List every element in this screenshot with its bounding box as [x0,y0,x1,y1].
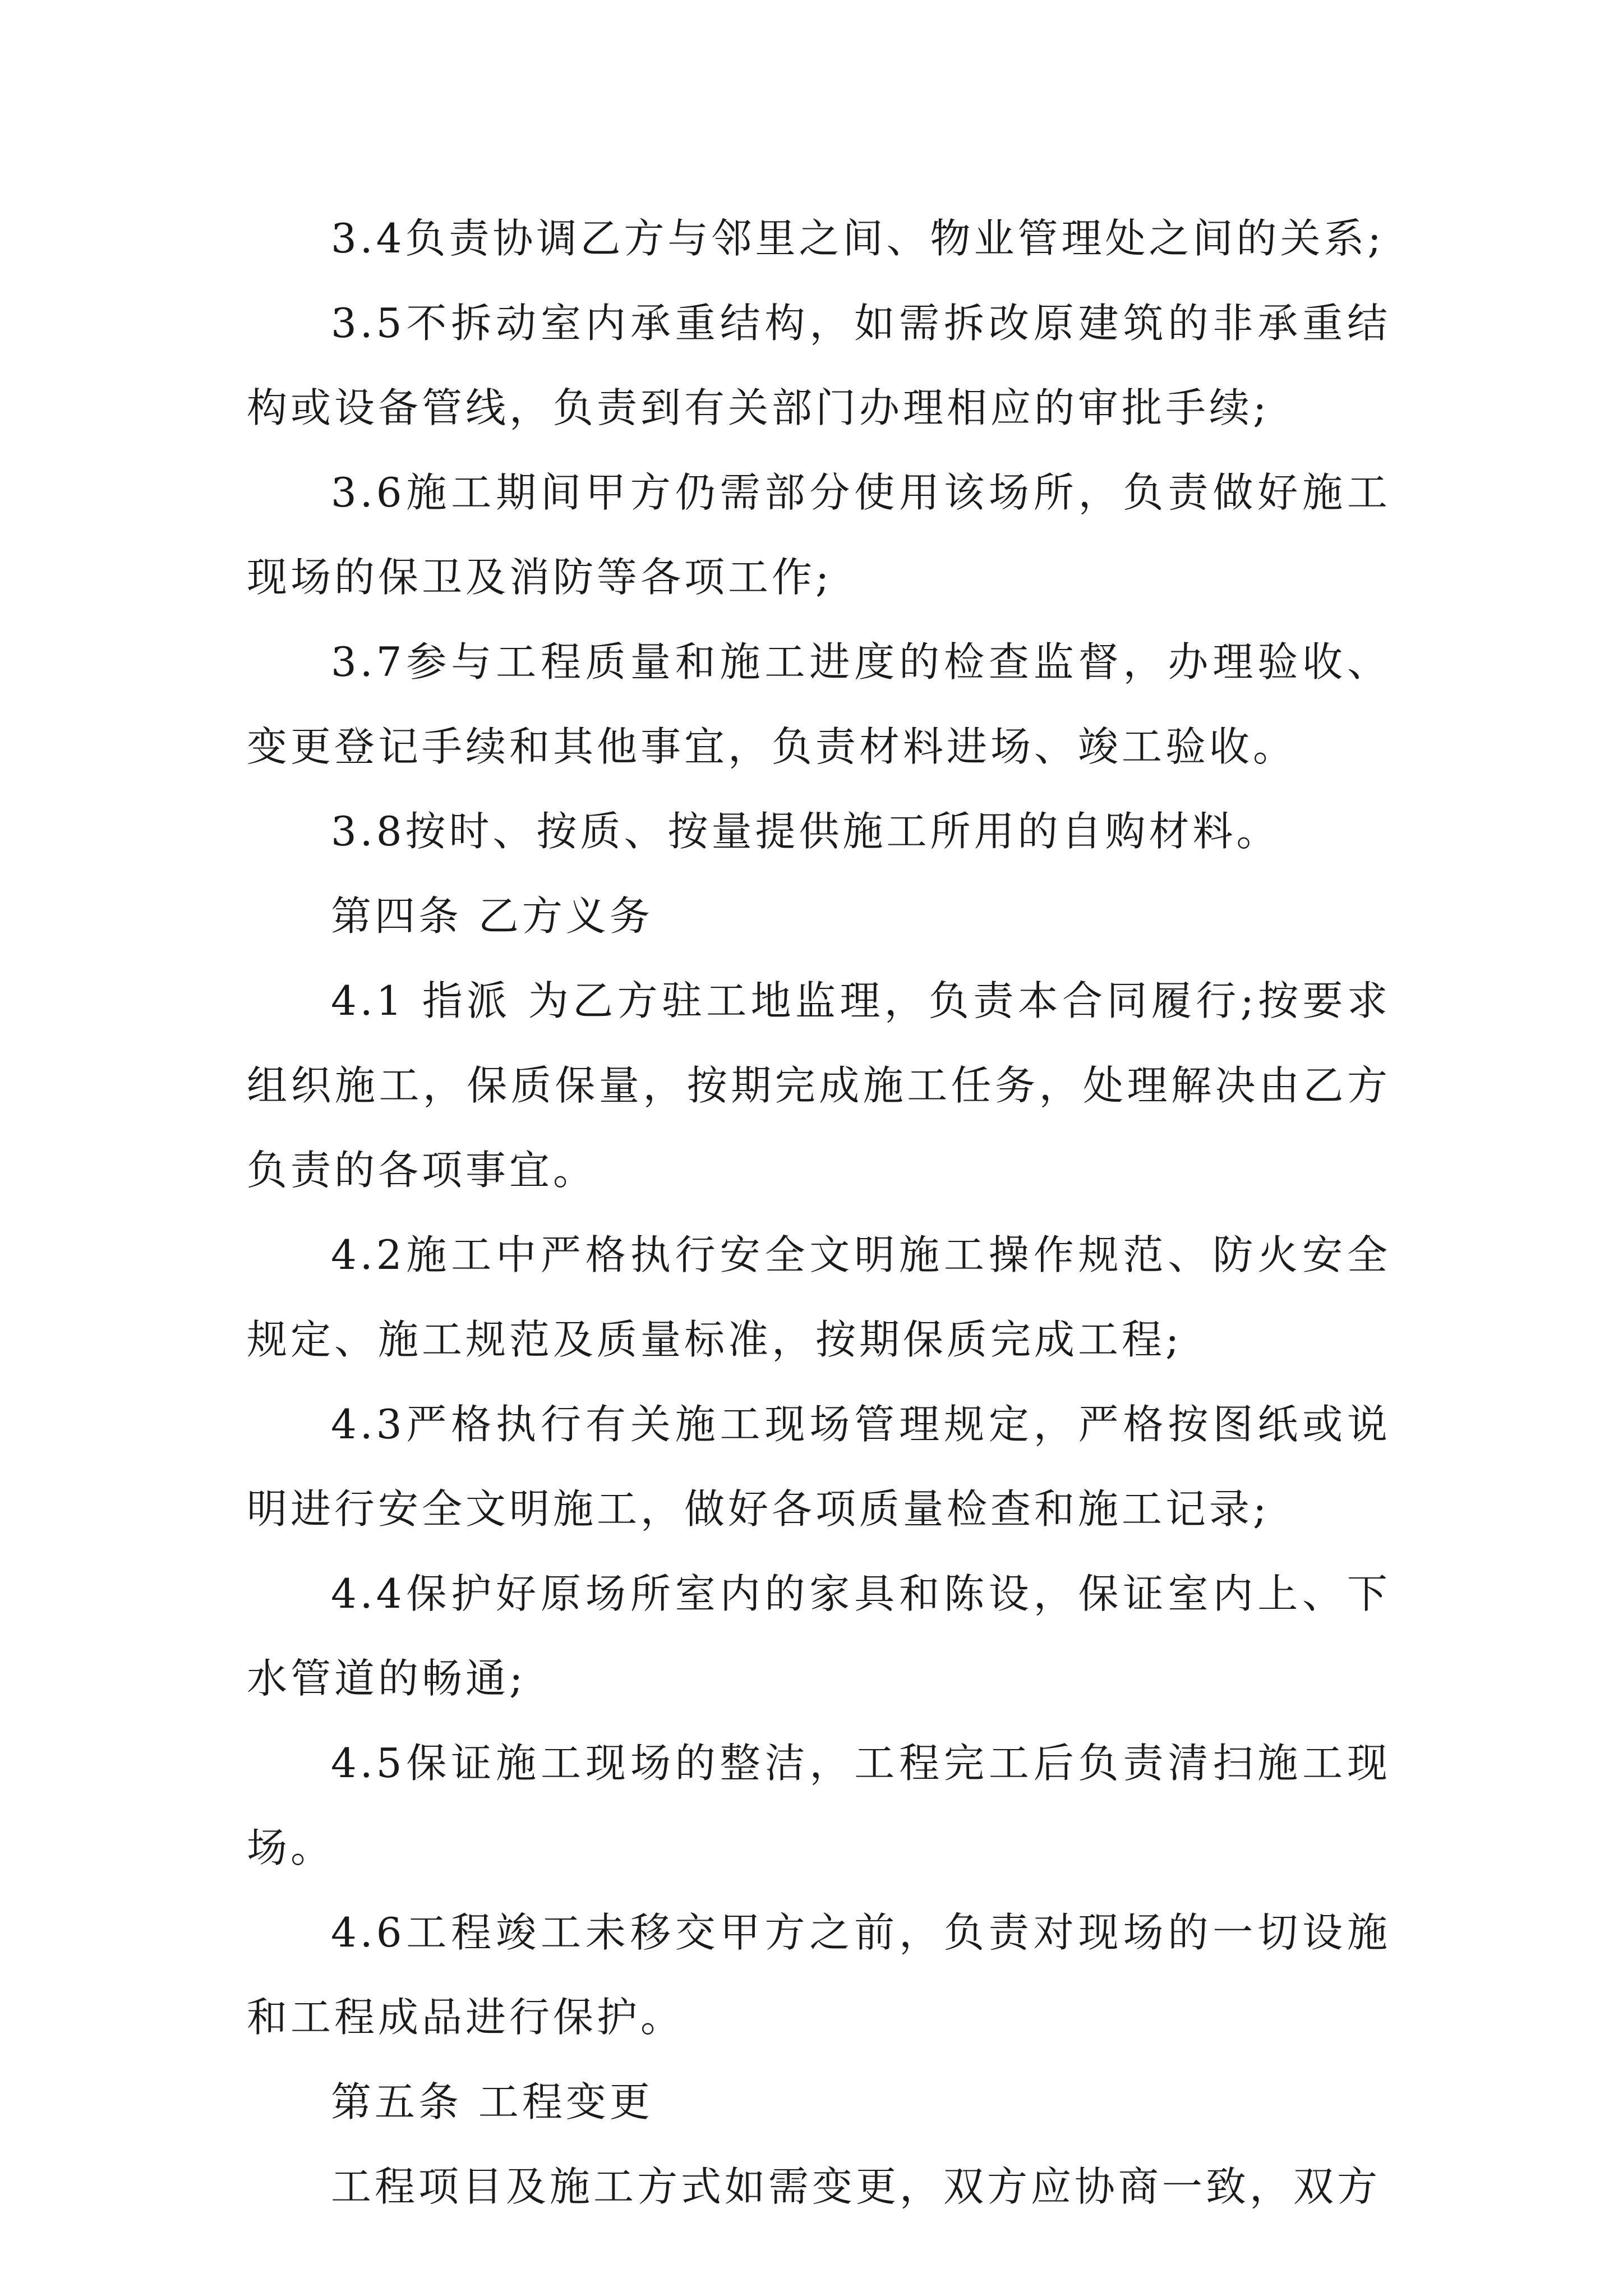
clause-4-5: 4.5保证施工现场的整洁，工程完工后负责清扫施工现场。 [247,1740,1391,1871]
clause-4-6: 4.6工程竣工未移交甲方之前，负责对现场的一切设施和工程成品进行保护。 [247,1909,1391,2041]
document-body [247,196,1391,2229]
clause-4-4: 4.4保护好原场所室内的家具和陈设，保证室内上、下水管道的畅通; [247,1570,1391,1702]
clause-3-8: 3.8按时、按质、按量提供施工所用的自购材料。 [331,808,1280,855]
clause-3-7: 3.7参与工程质量和施工进度的检查监督，办理验收、变更登记手续和其他事宜，负责材料进场、竣工验收。 [247,638,1391,770]
clause-3-4: 3.4负责协调乙方与邻里之间、物业管理处之间的关系; [331,215,1385,262]
clause-3-5: 3.5不拆动室内承重结构，如需拆改原建筑的非承重结构或设备管线，负责到有关部门办理相应的审批手续; [247,300,1391,431]
clause-4-1: 4.1 指派 为乙方驻工地监理，负责本合同履行;按要求组织施工，保质保量，按期完成施工任务，处理解决由乙方负责的各项事宜。 [247,977,1391,1194]
article-5-text: 工程项目及施工方式如需变更，双方应协商一致，双方 [331,2163,1381,2210]
article-5-heading: 第五条 工程变更 [331,2078,653,2125]
clause-3-6: 3.6施工期间甲方仍需部分使用该场所，负责做好施工现场的保卫及消防等各项工作; [247,469,1391,601]
article-4-heading: 第四条 乙方义务 [331,892,653,940]
clause-4-3: 4.3严格执行有关施工现场管理规定，严格按图纸或说明进行安全文明施工，做好各项质量检查和施工记录; [247,1401,1391,1533]
clause-4-2: 4.2施工中严格执行安全文明施工操作规范、防火安全规定、施工规范及质量标准，按期保质完成工程; [247,1231,1391,1363]
